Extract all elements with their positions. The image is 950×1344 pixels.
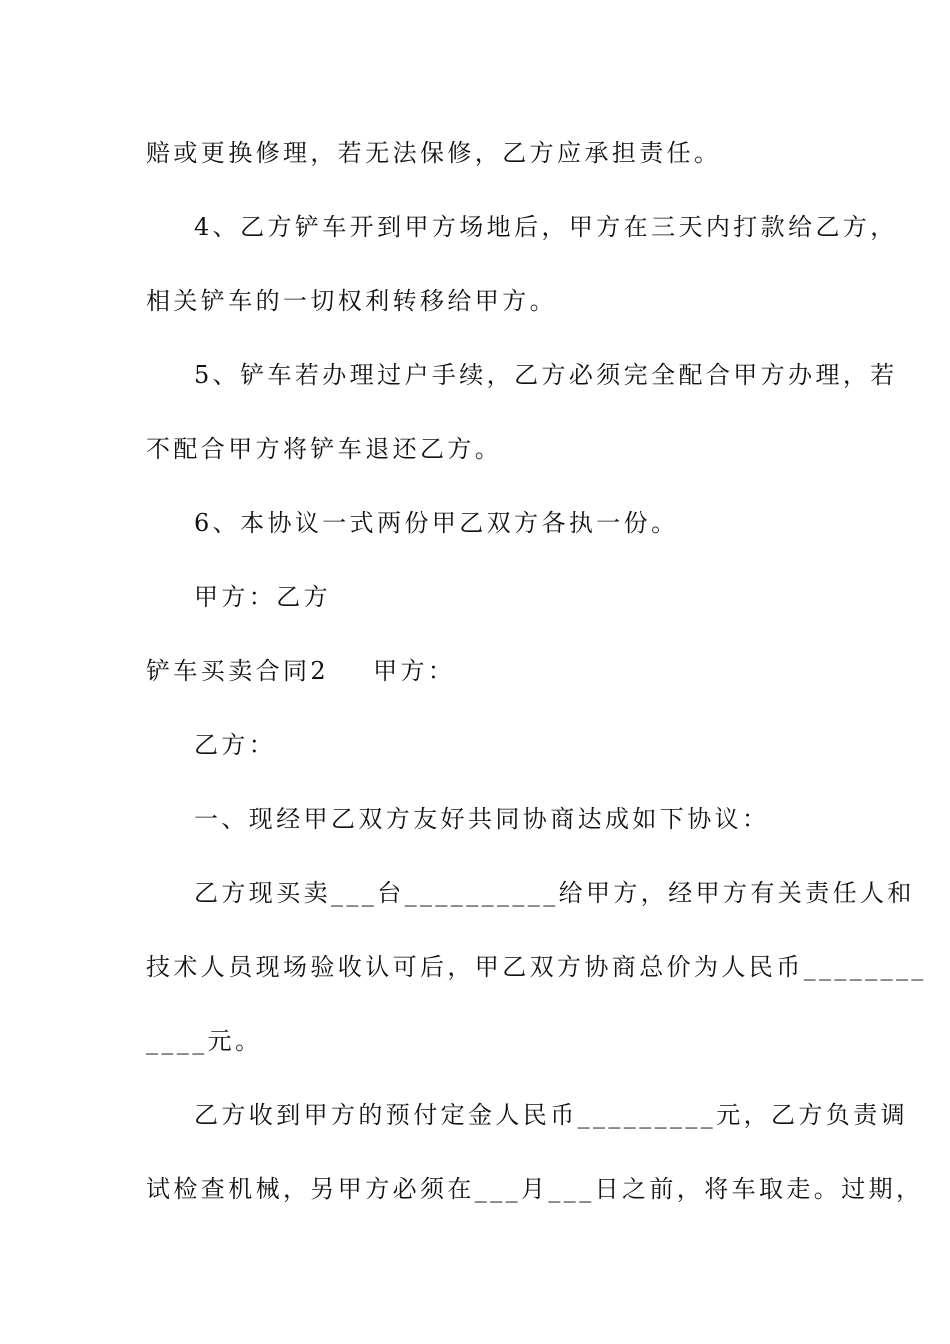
- paragraph-line: 试检查机械，另甲方必须在___月___日之前，将车取走。过期，: [146, 1175, 924, 1203]
- paragraph-line: 相关铲车的一切权利转移给甲方。: [146, 287, 557, 315]
- contract-heading-line: [146, 656, 836, 686]
- section-1-heading: 一、现经甲乙双方友好共同协商达成如下协议：: [194, 805, 770, 833]
- clause-5-line: 5、铲车若办理过户手续，乙方必须完全配合甲方办理，若: [194, 361, 898, 389]
- paragraph-line: ____元。: [146, 1027, 263, 1055]
- paragraph-line: 不配合甲方将铲车退还乙方。: [146, 435, 503, 463]
- paragraph-line: 乙方现买卖___台__________给甲方，经甲方有关责任人和: [194, 879, 915, 907]
- clause-4-line: 4、乙方铲车开到甲方场地后，甲方在三天内打款给乙方，: [194, 213, 898, 241]
- signature-line: 甲方：乙方: [194, 583, 331, 611]
- contract-title: 铲车买卖合同2: [146, 657, 330, 685]
- clause-6-line: 6、本协议一式两份甲乙双方各执一份。: [194, 509, 679, 537]
- paragraph-line: 技术人员现场验收认可后，甲乙双方协商总价为人民币________: [146, 953, 927, 981]
- paragraph-line: 赔或更换修理，若无法保修，乙方应承担责任。: [146, 139, 722, 167]
- paragraph-line: 乙方收到甲方的预付定金人民币_________元，乙方负责调: [194, 1101, 908, 1129]
- party-a-label: 甲方：: [373, 657, 456, 685]
- party-b-label: 乙方：: [194, 731, 277, 759]
